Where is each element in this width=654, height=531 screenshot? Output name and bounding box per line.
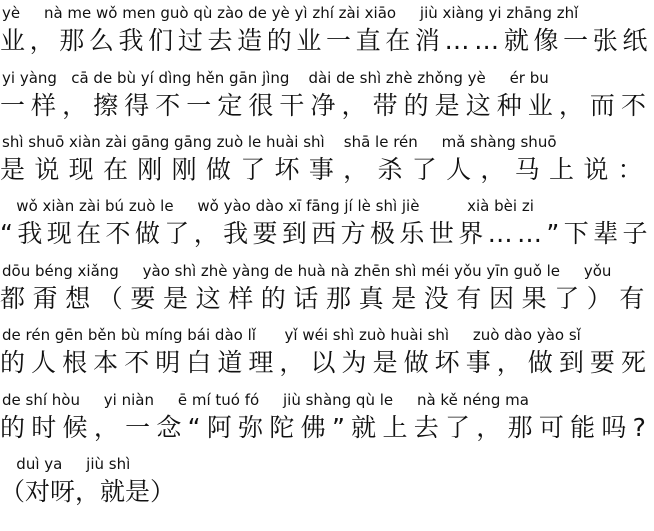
pinyin-row: yè nà me wǒ men guò qù zào de yè yì zhí zài xiāo jiù xiàng yi zhāng zhǐ <box>2 4 579 22</box>
pinyin-row: de rén gēn běn bù míng bái dào lǐ yǐ wéi shì zuò huài shì zuò dào yào sǐ <box>2 326 581 344</box>
pinyin-row: dōu béng xiǎng yào shì zhè yàng de huà nà zhēn shì méi yǒu yīn guǒ le yǒu <box>2 262 612 280</box>
hanzi-row: 业，那么我们过去造的业一直在消……就像一张纸 <box>0 26 653 55</box>
hanzi-row: 的人根本不明白道理，以为是做坏事，做到要死 <box>0 348 653 377</box>
pinyin-row: shì shuō xiàn zài gāng gāng zuò le huài shì shā le rén mǎ shàng shuō <box>2 133 557 151</box>
hanzi-row: 的时候，一念“阿弥陀佛”就上去了，那可能吗? <box>0 413 653 442</box>
pinyin-row: de shí hòu yi niàn ē mí tuó fó jiù shàng qù le nà kě néng ma <box>2 391 529 409</box>
hanzi-row: 是说现在刚刚做了坏事，杀了人，马上说： <box>0 155 653 184</box>
hanzi-row: 都甭想（要是这样的话那真是没有因果了）有 <box>0 284 653 313</box>
pinyin-row: wǒ xiàn zài bú zuò le wǒ yào dào xī fāng jí lè shì jiè xià bèi zi <box>2 197 534 215</box>
hanzi-row: （对呀，就是） <box>0 477 176 506</box>
hanzi-row: “我现在不做了，我要到西方极乐世界……”下辈子 <box>0 219 652 248</box>
hanzi-row: 一样，擦得不一定很干净，带的是这种业，而不 <box>0 91 653 120</box>
pinyin-row: yi yàng cā de bù yí dìng hěn gān jìng dài de shì zhè zhǒng yè ér bu <box>2 69 549 87</box>
pinyin-row: duì ya jiù shì <box>2 455 131 473</box>
